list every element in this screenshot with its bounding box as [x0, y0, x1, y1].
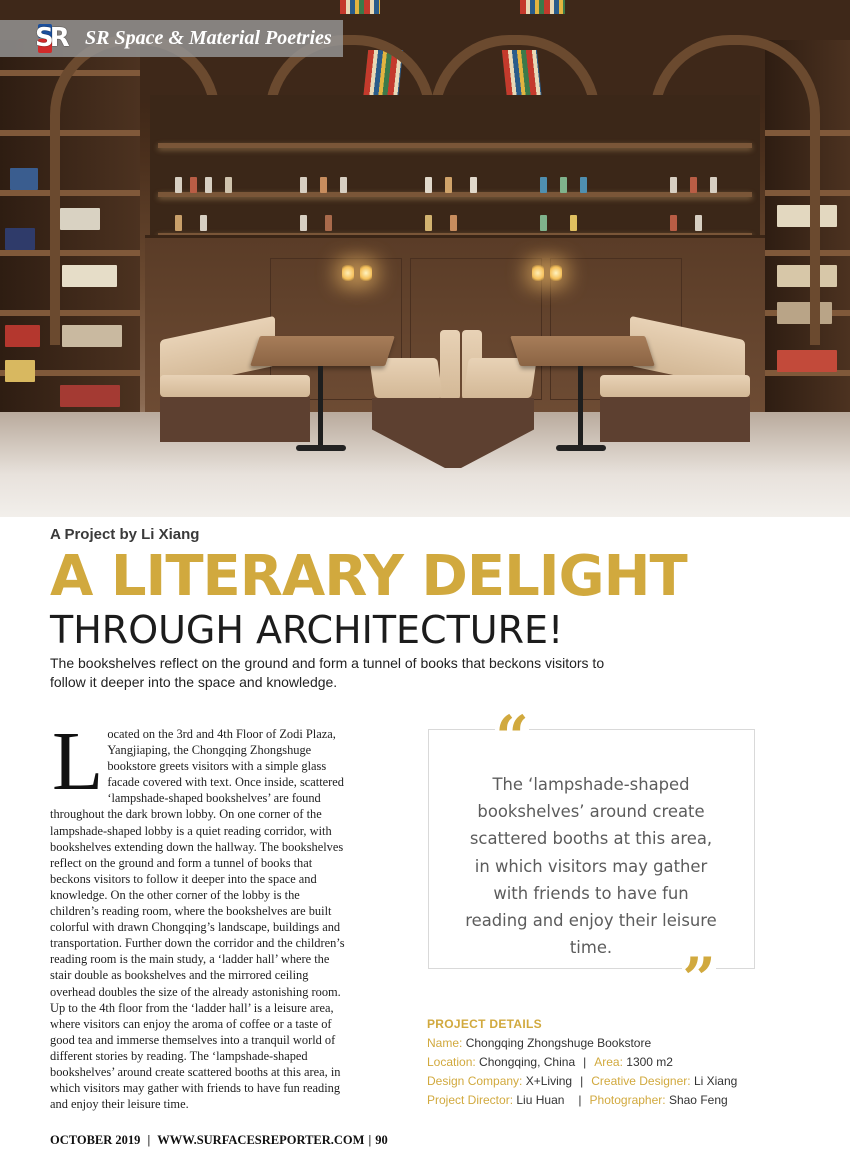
bench-right-base: [600, 397, 750, 442]
hero-photo: [0, 0, 850, 517]
close-quote-icon: ”: [682, 949, 716, 985]
bench-right-seat: [600, 375, 750, 397]
headline-secondary: THROUGH ARCHITECTURE!: [50, 608, 564, 652]
bench-left-seat: [160, 375, 310, 397]
wall-lamp-right: [532, 265, 544, 281]
detail-value: Chongqing Zhongshuge Bookstore: [465, 1036, 652, 1050]
project-details-heading: PROJECT DETAILS: [427, 1017, 542, 1031]
sr-logo: [35, 20, 75, 57]
detail-label: Project Director:: [427, 1093, 514, 1107]
wall-lamp-right-2: [550, 265, 562, 281]
back-shelves: [150, 95, 760, 240]
ceiling-books-left: [340, 0, 380, 14]
detail-value: 1300 m2: [626, 1055, 673, 1069]
sr-logo-text: SR: [35, 23, 66, 53]
detail-separator: |: [583, 1055, 587, 1069]
detail-label: Area:: [594, 1055, 623, 1069]
headline-primary: A LITERARY DELIGHT: [50, 544, 687, 609]
article-body-text: ocated on the 3rd and 4th Floor of Zodi Plaza, Yangjiaping, the Chongqing Zhongshuge bookstore greets visitors with a simple glass facade covered with text. Once inside, scattered ‘lampshade-shaped bookshelves’ are found throughout the dark brown lobby. On one corner of the lampshade-shaped lobby is a quiet reading corridor, with bookshelves extending down the hallway. The bookshelves reflect on the ground and form a tunnel of books that beckons visitors to follow it deeper into the space and knowledge. On the other corner of the lobby is the children’s reading room, where the bookshelves are built colorful with drawn Chongqing’s landscape, buildings and transportation. Further down the corridor and the children’s reading room is the main study, a ‘ladder hall’ where the stair double as bookshelves and the mirrored ceiling overhead doubles the size of the already astonishing room. Up to the 4th floor from the ‘ladder hall’ is a leisure area, where visitors can enjoy the aroma of coffee or a taste of good tea and immerse themselves into a tranquil world of different stories by reading. The ‘lampshade-shaped bookshelves’ around create scattered booths at this area, in which visitors may gather with friends to have fun reading and enjoy their leisure time.: [50, 727, 345, 1112]
detail-value: X+Living: [525, 1074, 573, 1088]
table-left-foot: [296, 445, 346, 451]
article-body: [50, 715, 350, 1112]
table-left: [250, 336, 395, 366]
page-footer: [50, 1133, 388, 1148]
footer-separator: |: [147, 1133, 151, 1147]
detail-value: Liu Huan: [516, 1093, 565, 1107]
detail-label: Photographer:: [589, 1093, 666, 1107]
project-detail-credits: [427, 1093, 728, 1107]
page-number: 90: [375, 1133, 388, 1147]
ceiling-books-far-right: [520, 0, 565, 14]
drop-cap: L: [52, 715, 104, 808]
detail-separator: |: [580, 1074, 584, 1088]
detail-value: Li Xiang: [693, 1074, 738, 1088]
detail-value: Shao Feng: [668, 1093, 728, 1107]
open-quote-icon: “: [495, 707, 529, 749]
detail-value: Chongqing, China: [479, 1055, 576, 1069]
detail-label: Design Company:: [427, 1074, 523, 1088]
section-badge: [0, 20, 343, 57]
detail-separator: |: [578, 1093, 582, 1107]
bench-left-base: [160, 397, 310, 442]
wall-lamp-left: [342, 265, 354, 281]
byline: A Project by Li Xiang: [50, 526, 200, 543]
table-right-foot: [556, 445, 606, 451]
project-detail-design: [427, 1074, 737, 1088]
standfirst: The bookshelves reflect on the ground and form a tunnel of books that beckons visitors to follow it deeper into the space and knowledge.: [50, 655, 605, 690]
detail-label: Location:: [427, 1055, 476, 1069]
project-detail-name: [427, 1036, 651, 1050]
project-detail-location-area: [427, 1055, 673, 1069]
table-right-leg: [578, 366, 583, 448]
wall-lamp-left-2: [360, 265, 372, 281]
table-right: [510, 336, 655, 366]
section-title: SR Space & Material Poetries: [85, 27, 332, 49]
footer-separator: |: [368, 1133, 372, 1147]
issue-date: OCTOBER 2019: [50, 1133, 141, 1147]
pull-quote-text: The ‘lampshade-shaped bookshelves’ around create scattered booths at this area, in which visitors may gather with friends to have fun reading and enjoy their leisure time.: [465, 775, 717, 958]
detail-label: Name:: [427, 1036, 463, 1050]
detail-label: Creative Designer:: [591, 1074, 691, 1088]
table-left-leg: [318, 366, 323, 448]
bench-center-back-left: [440, 330, 460, 400]
website-link[interactable]: WWW.SURFACESREPORTER.COM: [157, 1133, 365, 1147]
